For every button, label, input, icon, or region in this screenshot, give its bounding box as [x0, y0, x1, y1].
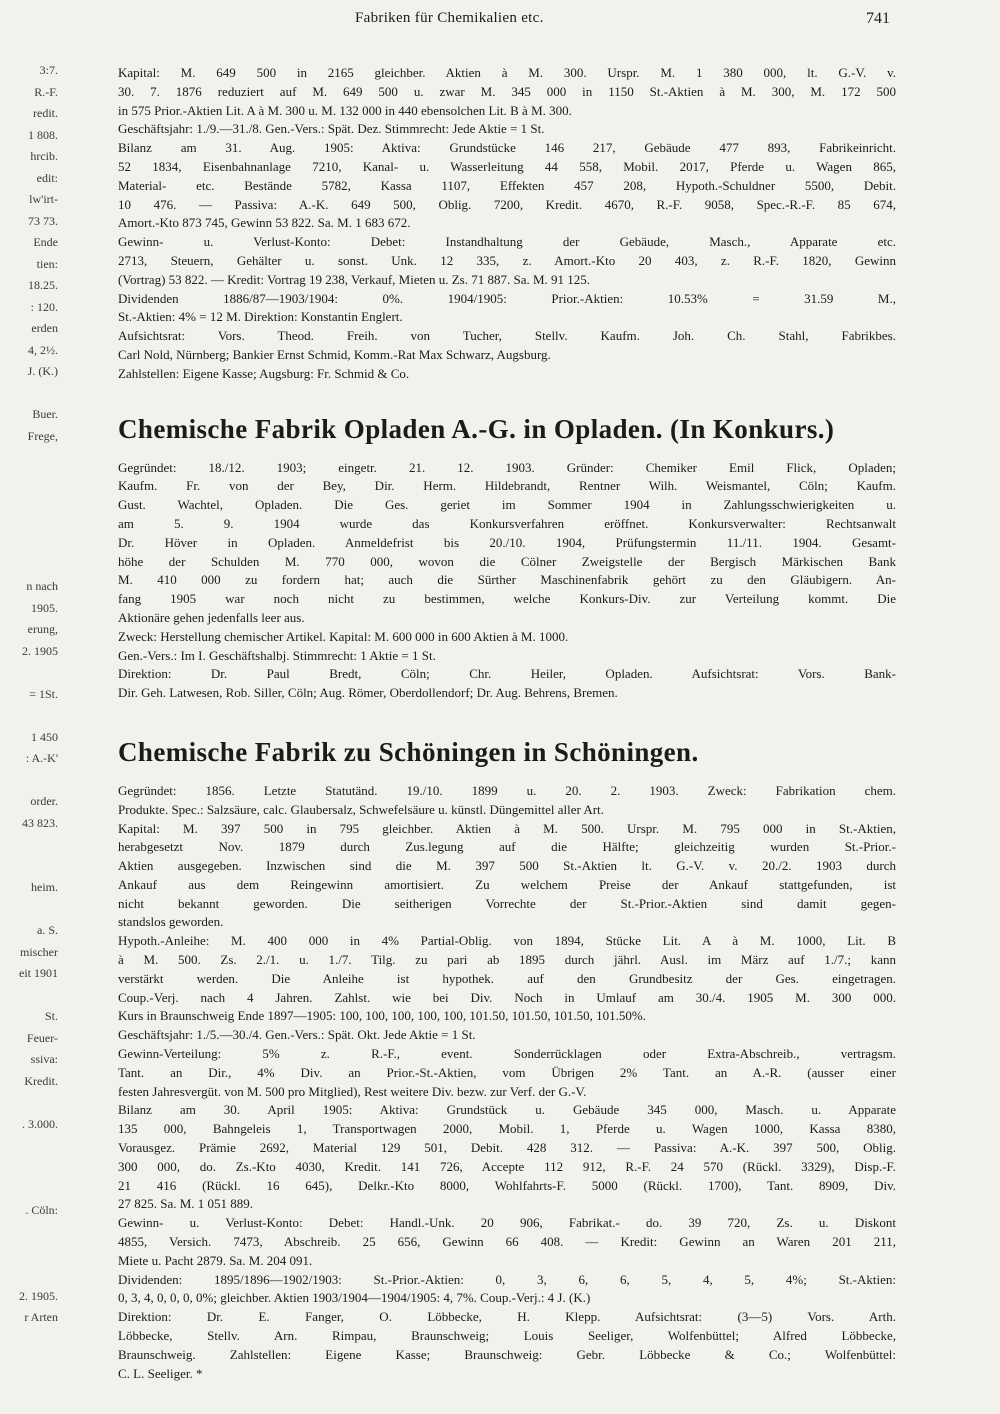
margin-fragment: heim. [31, 880, 58, 894]
text-line: Direktion: Dr. Paul Bredt, Cöln; Chr. Heiler, Opladen. Aufsichtsrat: Vors. Bank- [118, 666, 896, 682]
text-line: Gegründet: 1856. Letzte Statutänd. 19./10. 1899 u. 20. 2. 1903. Zweck: Fabrikation chem. [118, 782, 896, 798]
text-line: Coup.-Verj. nach 4 Jahren. Zahlst. wie bei Div. Noch in Umlauf am 30./4. 1905 M. 300 000. [118, 989, 896, 1005]
text-line: Gust. Wachtel, Opladen. Die Ges. geriet im Sommer 1904 in Zahlungsschwierigkeiten u. [118, 497, 896, 513]
company-title-schoeningen: Chemische Fabrik zu Schöningen in Schöningen. [118, 736, 699, 767]
margin-fragment: 73 73. [28, 213, 58, 228]
margin-fragment: erden [31, 321, 58, 335]
text-line: (Vortrag) 53 822. — Kredit: Vortrag 19 238, Verkauf, Mieten u. Zs. 71 887. Sa. M. 91 125. [118, 271, 591, 287]
margin-fragment [0, 533, 62, 555]
margin-fragment [0, 469, 62, 491]
company-title-opladen: Chemische Fabrik Opladen A.-G. in Opladen. (In Konkurs.) [118, 413, 835, 444]
margin-fragment [0, 383, 62, 405]
text-line: Braunschweig. Zahlstellen: Eigene Kasse; Braunschweig: Gebr. Löbbecke & Co.; Wolfenbüttel: [118, 1346, 896, 1362]
margin-fragment: mischer [20, 944, 58, 959]
text-line: Gegründet: 18./12. 1903; eingetr. 21. 12. 1903. Gründer: Chemiker Emil Flick, Opladen; [118, 459, 896, 475]
section-schoeningen [118, 782, 896, 1384]
text-line: Dr. Höver in Opladen. Anmeldefrist bis 20./10. 1904, Prüfungstermin 11./11. 1904. Gesamt- [118, 534, 896, 550]
text-line: Kapital: M. 649 500 in 2165 gleichber. Aktien à M. 300. Urspr. M. 1 380 000, lt. G.-V. v. [118, 65, 896, 80]
margin-fragment: ssiva: [30, 1052, 58, 1066]
text-line: Dividenden: 1895/1896—1902/1903: St.-Prior.-Aktien: 0, 3, 6, 6, 5, 4, 5, 4%; St.-Aktien: [118, 1271, 896, 1287]
text-line: Dir. Geh. Latwesen, Rob. Siller, Cöln; Aug. Römer, Oberdollendorf; Dr. Aug. Behrens, Bremen. [118, 685, 618, 701]
text-line: Hypoth.-Anleihe: M. 400 000 in 4% Partial-Oblig. von 1894, Stücke Lit. A à M. 1000, Lit. B [118, 933, 896, 949]
text-line: 4855, Versich. 7473, Abschreib. 25 656, Gewinn 66 408. — Kredit: Gewinn an Waren 201 211, [118, 1234, 896, 1250]
margin-fragment: 4, 2½. [28, 342, 58, 357]
margin-fragment: a. S. [37, 923, 58, 937]
margin-fragment [0, 490, 62, 512]
text-line: Löbbecke, Stellv. Arn. Rimpau, Braunschweig; Louis Seeliger, Wolfenbüttel; Alfred Löbbecke, [118, 1328, 896, 1344]
text-line: am 5. 9. 1904 wurde das Konkursverfahren eröffnet. Konkursverwalter: Rechtsanwalt [118, 515, 896, 531]
text-line: Zweck: Herstellung chemischer Artikel. Kapital: M. 600 000 in 600 Aktien à M. 1000. [118, 628, 569, 644]
text-line: verstärkt werden. Die Anleihe ist hypothek. auf den Grundbesitz der Ges. eingetragen. [118, 970, 896, 986]
text-line: Tant. an Dir., 4% Div. an Prior.-St.-Aktien, vom Übrigen 2% Tant. an A.-R. (ausser einer [118, 1064, 896, 1080]
text-line: Bilanz am 31. Aug. 1905: Aktiva: Grundstücke 146 217, Gebäude 477 893, Fabrikeinricht. [118, 140, 896, 156]
text-line: Material- etc. Bestände 5782, Kassa 1107, Effekten 457 208, Hypoth.-Schuldner 5500, Debit. [118, 177, 896, 193]
text-line: höhe der Schulden M. 770 000, wovon die Cölner Zweigstelle der Bergisch Märkischen Bank [118, 553, 896, 569]
text-line: St.-Aktien: 4% = 12 M. Direktion: Konstantin Englert. [118, 309, 403, 325]
text-line: Aktien ausgegeben. Inzwischen sind die M. 397 500 St.-Aktien lt. G.-V. v. 20./2. 1903 durch [118, 858, 896, 874]
margin-fragment: redit. [33, 106, 58, 120]
margin-fragment: Frege, [27, 428, 58, 443]
text-line: fang 1905 war noch nicht zu bestimmen, welche Konkurs-Div. zur Verteilung kommt. Die [118, 591, 896, 607]
margin-fragment [0, 1178, 62, 1200]
text-line: Gen.-Vers.: Im I. Geschäftshalbj. Stimmrecht: 1 Aktie = 1 St. [118, 647, 436, 663]
margin-fragment [0, 834, 62, 856]
margin-fragment: 43 823. [22, 815, 58, 830]
margin-fragment [0, 555, 62, 577]
text-line: Direktion: Dr. E. Fanger, O. Löbbecke, H. Klepp. Aufsichtsrat: (3—5) Vors. Arth. [118, 1309, 896, 1325]
text-line: 10 476. — Passiva: A.-K. 649 500, Oblig. 7200, Kredit. 4670, R.-F. 9058, Spec.-R.-F. 85 674, [118, 196, 896, 212]
text-line: Ankauf aus dem Reingewinn amortisiert. Zu welchem Preise der Ankauf stattgefunden, ist [118, 876, 896, 892]
section-prior-company-text [118, 64, 896, 384]
text-line: Aufsichtsrat: Vors. Theod. Freih. von Tucher, Stellv. Kaufm. Joh. Ch. Stahl, Fabrikbes. [118, 328, 896, 344]
margin-fragment: edit: [36, 170, 58, 185]
margin-fragment: lw'irt- [29, 192, 58, 206]
margin-fragment: 3:7. [39, 63, 58, 77]
text-line: standslos geworden. [118, 914, 224, 930]
margin-fragment [0, 1157, 62, 1179]
margin-fragment: R.-F. [34, 84, 58, 99]
margin-fragment [0, 705, 62, 727]
margin-fragment: 18.25. [28, 278, 58, 292]
margin-fragment [0, 662, 62, 684]
section-prior-company [118, 64, 896, 384]
section-opladen [118, 459, 896, 703]
text-line: à M. 500. Zs. 2./1. u. 1./7. Tilg. zu pari ab 1895 durch jährl. Ausl. im März auf 1./7.; kann [118, 952, 896, 968]
page-header [0, 10, 1000, 50]
text-line: nicht bekannt geworden. Die seitherigen Vorrechte der St.-Prior.-Aktien sind damit gegen- [118, 895, 896, 911]
text-line: Vorausgez. Prämie 2692, Material 129 501, Debit. 428 312. — Passiva: A.-K. 397 500, Oblig. [118, 1140, 896, 1156]
text-line: Geschäftsjahr: 1./9.—31./8. Gen.-Vers.: Spät. Dez. Stimmrecht: Jede Aktie = 1 St. [118, 121, 545, 137]
text-line: herabgesetzt Nov. 1879 durch Zus.legung auf die Hälfte; gleichzeitig wurden St.-Prior.- [118, 839, 896, 855]
text-line: Amort.-Kto 873 745, Gewinn 53 822. Sa. M. 1 683 672. [118, 215, 411, 231]
text-line: 300 000, do. Zs.-Kto 4030, Kredit. 141 726, Accepte 112 912, R.-F. 24 570 (Rückl. 3329), Disp.-F. [118, 1158, 896, 1174]
margin-fragment: Kredit. [24, 1073, 58, 1088]
text-line: 135 000, Bahngeleis 1, Transportwagen 2000, Mobil. 1, Pferde u. Wagen 1000, Kassa 8380, [118, 1121, 896, 1137]
text-line: Kaufm. Fr. von der Bey, Dir. Herm. Hildebrandt, Rentner Wilh. Weismantel, Cöln; Kaufm. [118, 478, 896, 494]
margin-fragment: eit 1901 [19, 966, 58, 980]
margin-fragment: 2. 1905. [19, 1288, 58, 1303]
text-line: Geschäftsjahr: 1./5.—30./4. Gen.-Vers.: Spät. Okt. Jede Aktie = 1 St. [118, 1027, 476, 1043]
margin-fragment [0, 899, 62, 921]
section-schoeningen-text [118, 782, 896, 1384]
margin-fragment: . 3.000. [22, 1116, 58, 1131]
text-line: M. 410 000 zu fordern hat; auch die Sürther Maschinenfabrik gehört zu den Gläubigern. An- [118, 572, 896, 588]
text-line: Kapital: M. 397 500 in 795 gleichber. Aktien à M. 500. Urspr. M. 795 000 in St.-Aktien, [118, 820, 896, 836]
margin-fragment [0, 1243, 62, 1265]
text-line: 21 416 (Rückl. 16 645), Delkr.-Kto 8000, Wohlfahrts-F. 5000 (Rückl. 1700), Tant. 8909, Div. [118, 1177, 896, 1193]
text-line: 30. 7. 1876 reduziert auf M. 649 500 u. zwar M. 345 000 in 1150 St.-Aktien à M. 300, M. 172 500 [118, 83, 896, 99]
margin-fragment: r Arten [24, 1310, 58, 1324]
margin-fragment: : A.-K' [25, 751, 58, 765]
text-line: C. L. Seeliger. * [118, 1365, 203, 1381]
margin-fragment: 1 808. [28, 127, 58, 142]
text-line: 52 1834, Eisenbahnanlage 7210, Kanal- u. Wasserleitung 44 558, Mobil. 2017, Pferde u. Wagen 865, [118, 158, 896, 174]
text-line: Carl Nold, Nürnberg; Bankier Ernst Schmid, Komm.-Rat Max Schwarz, Augsburg. [118, 346, 551, 362]
text-line: Bilanz am 30. April 1905: Aktiva: Grundstück u. Gebäude 345 000, Masch. u. Apparate [118, 1102, 896, 1118]
margin-fragment [0, 985, 62, 1007]
margin-fragment [0, 1221, 62, 1243]
margin-fragment: Ende [33, 235, 58, 249]
text-line: Gewinn-Verteilung: 5% z. R.-F., event. Sonderrücklagen oder Extra-Abschreib., vertragsm. [118, 1046, 896, 1062]
margin-fragment: hrcib. [30, 149, 58, 163]
margin-fragment: St. [44, 1009, 58, 1023]
text-line: Gewinn- u. Verlust-Konto: Debet: Handl.-Unk. 20 906, Fabrikat.- do. 39 720, Zs. u. Diskont [118, 1215, 896, 1231]
section-opladen-text [118, 459, 896, 703]
margin-fragment: 1905. [31, 600, 58, 615]
margin-fragment [0, 512, 62, 534]
text-line: Gewinn- u. Verlust-Konto: Debet: Instandhaltung der Gebäude, Masch., Apparate etc. [118, 234, 896, 250]
margin-fragment [0, 1135, 62, 1157]
margin-fragment [0, 770, 62, 792]
margin-fragment: . Cöln: [25, 1202, 58, 1217]
page-number: 741 [866, 10, 890, 27]
text-line: 27 825. Sa. M. 1 051 889. [118, 1196, 254, 1212]
text-line: Zahlstellen: Eigene Kasse; Augsburg: Fr. Schmid & Co. [118, 365, 410, 381]
margin-fragment: : 120. [30, 299, 58, 314]
text-line: 0, 3, 4, 0, 0, 0, 0%; gleichber. Aktien 1903/1904—1904/1905: 4, 7%. Coup.-Verj.: 4 J. (K.) [118, 1290, 591, 1306]
margin-fragment: J. (K.) [27, 364, 58, 378]
margin-fragment: erung, [27, 622, 58, 636]
text-line: Dividenden 1886/87—1903/1904: 0%. 1904/1905: Prior.-Aktien: 10.53% = 31.59 M., [118, 290, 896, 306]
page-content [118, 64, 896, 1383]
text-line: Produkte. Spec.: Salzsäure, calc. Glaubersalz, Schwefelsäure u. künstl. Düngemittel aller Art. [118, 801, 604, 817]
running-title: Fabriken für Chemikalien etc. [355, 10, 544, 26]
text-line: Miete u. Pacht 2879. Sa. M. 204 091. [118, 1252, 313, 1268]
margin-fragment [0, 856, 62, 878]
margin-fragment: Buer. [32, 407, 58, 421]
margin-fragment: 2. 1905 [22, 643, 58, 658]
margin-fragment: order. [30, 794, 58, 808]
margin-fragment: n nach [26, 579, 58, 593]
margin-fragment [0, 1092, 62, 1114]
text-line: Aktionäre gehen jedenfalls leer aus. [118, 609, 305, 625]
margin-fragment [0, 447, 62, 469]
margin-fragment [0, 1264, 62, 1286]
text-line: 2713, Steuern, Gehälter u. sonst. Unk. 12 335, z. Amort.-Kto 20 403, z. R.-F. 1820, Gewinn [118, 252, 896, 268]
margin-fragment: = 1St. [29, 686, 58, 701]
margin-fragment: tien: [36, 256, 58, 271]
left-margin-fragments [0, 60, 62, 1400]
text-line: in 575 Prior.-Aktien Lit. A à M. 300 u. M. 132 000 in 440 ebensolchen Lit. B à M. 300. [118, 102, 572, 118]
margin-fragment: Feuer- [26, 1030, 58, 1045]
text-line: Kurs in Braunschweig Ende 1897—1905: 100, 100, 100, 100, 100, 101.50, 101.50, 101.50, 101.50%. [118, 1008, 646, 1024]
text-line: festen Jahresvergüt. von M. 500 pro Mitglied), Rest weitere Div. bezw. zur Verf. der G.-V. [118, 1083, 587, 1099]
margin-fragment: 1 450 [31, 729, 58, 744]
